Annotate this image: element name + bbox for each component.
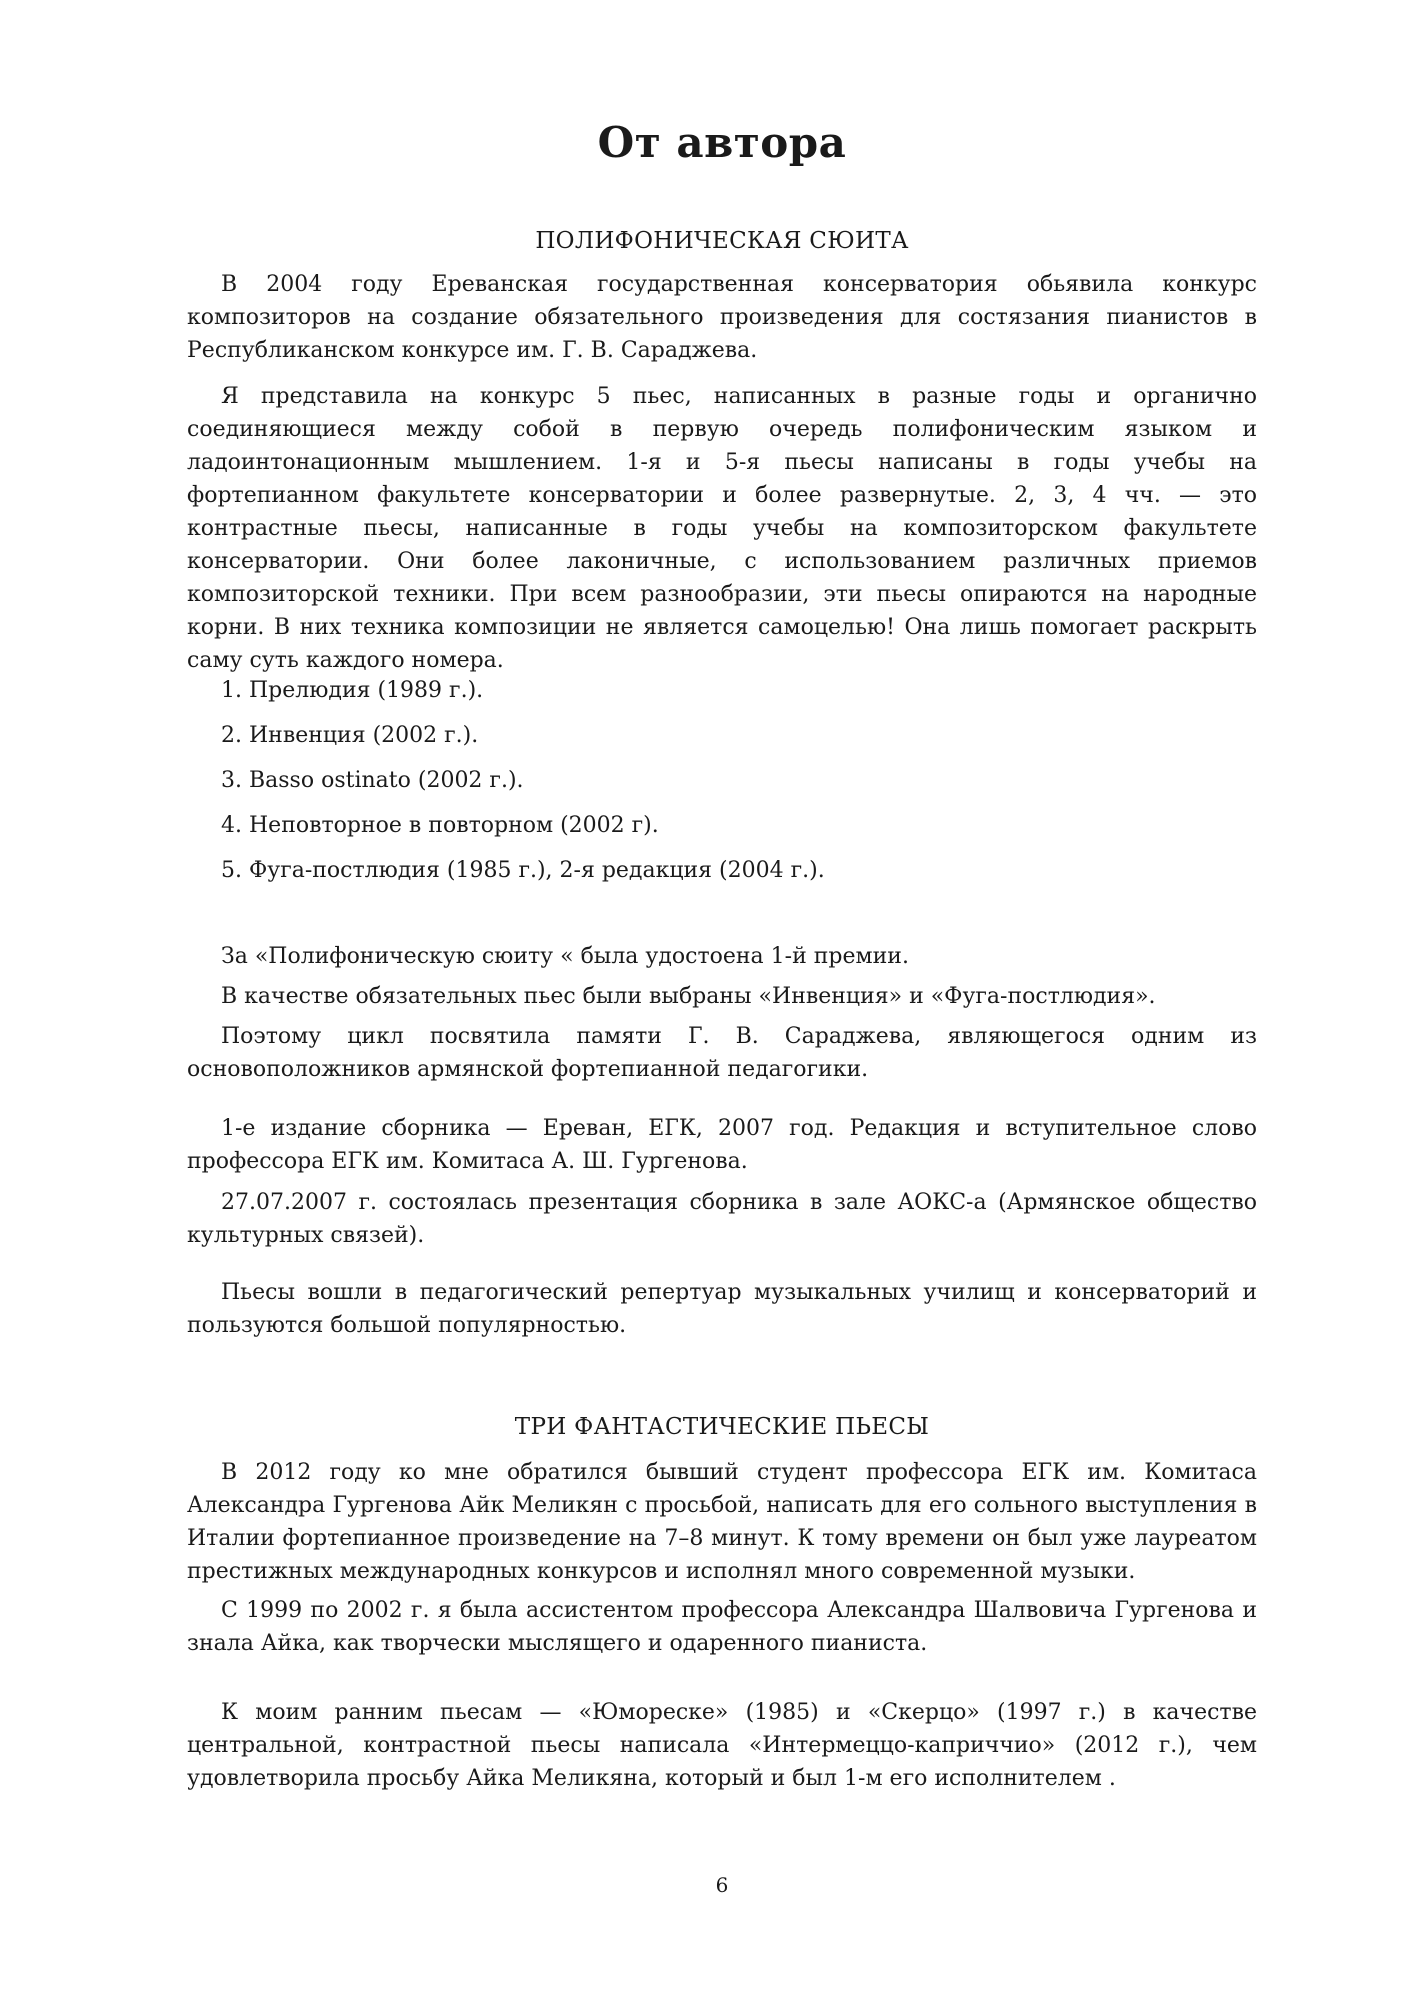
paragraph	[187, 380, 1257, 677]
paragraph-text: Пьесы вошли в педагогический репертуар музыкальных училищ и консерваторий и пользуются большой популярностью.	[187, 1280, 1257, 1338]
section-polyphonic-suite	[187, 228, 1257, 254]
page-number: 6	[715, 1873, 729, 1897]
paragraph-text: Я представила на конкурс 5 пьес, написанных в разные годы и органично соединяющиеся между собой в первую очередь полифоническим языком и ладоинтонационным мышлением. 1-я и 5-я пьесы написаны в годы учебы на фортепианном факультете консерватории и более развернутые. 2, 3, 4 чч. — это контрастные пьесы, написанные в годы учебы на композиторском факультете консерватории. Они более лаконичные, с использованием различных приемов композиторской техники. При всем разнообразии, эти пьесы опираются на народные корни. В них техника композиции не является самоцелью! Она лишь помогает раскрыть саму суть каждого номера.	[187, 384, 1257, 673]
paragraph	[187, 940, 1257, 973]
paragraph	[187, 1696, 1257, 1795]
paragraph	[187, 1020, 1257, 1086]
list-item: 5. Фуга-постлюдия (1985 г.), 2-я редакция (2004 г.).	[221, 858, 825, 883]
paragraph	[187, 1456, 1257, 1588]
paragraph-text: За «Полифоническую сюиту « была удостоена 1-й премии.	[221, 944, 909, 969]
paragraph-text: С 1999 по 2002 г. я была ассистентом профессора Александра Шалвовича Гургенова и знала Айка, как творчески мыслящего и одаренного пианиста.	[187, 1598, 1257, 1656]
paragraph	[187, 1276, 1257, 1342]
paragraph-text: В 2012 году ко мне обратился бывший студент профессора ЕГК им. Комитаса Александра Гургенова Айк Меликян с просьбой, написать для его сольного выступления в Италии фортепианное произведение на 7–8 минут. К тому времени он был уже лауреатом престижных международных конкурсов и исполнял много современной музыки.	[187, 1460, 1257, 1584]
list-item: 4. Неповторное в повторном (2002 г).	[221, 813, 659, 838]
paragraph	[187, 980, 1257, 1013]
pieces-list	[221, 674, 1257, 887]
paragraph	[187, 1186, 1257, 1252]
paragraph-text: В качестве обязательных пьес были выбраны «Инвенция» и «Фуга-постлюдия».	[221, 984, 1156, 1009]
section-heading: ПОЛИФОНИЧЕСКАЯ СЮИТА	[535, 228, 909, 254]
paragraph-text: Поэтому цикл посвятила памяти Г. В. Сараджева, являющегося одним из основоположников армянской фортепианной педагогики.	[187, 1024, 1257, 1082]
section-heading: ТРИ ФАНТАСТИЧЕСКИЕ ПЬЕСЫ	[514, 1414, 930, 1440]
paragraph-text: В 2004 году Ереванская государственная консерватория обьявила конкурс композиторов на создание обязательного произведения для состязания пианистов в Республиканском конкурсе им. Г. В. Сараджева.	[187, 272, 1257, 363]
paragraph-text: 27.07.2007 г. состоялась презентация сборника в зале АОКС-а (Армянское общество культурных связей).	[187, 1190, 1257, 1248]
list-item: 2. Инвенция (2002 г.).	[221, 723, 479, 748]
paragraph	[187, 1594, 1257, 1660]
list-item: 3. Basso ostinato (2002 г.).	[221, 768, 524, 793]
paragraph	[187, 1112, 1257, 1178]
page-title: От автора	[597, 118, 847, 167]
list-item: 1. Прелюдия (1989 г.).	[221, 678, 484, 703]
section-three-fantastic-pieces	[187, 1414, 1257, 1440]
paragraph-text: К моим ранним пьесам — «Юмореске» (1985) и «Скерцо» (1997 г.) в качестве центральной, контрастной пьесы написала «Интермеццо-каприччио» (2012 г.), чем удовлетворила просьбу Айка Меликяна, который и был 1-м его исполнителем .	[187, 1700, 1257, 1791]
paragraph-text: 1-е издание сборника — Ереван, ЕГК, 2007 год. Редакция и вступительное слово профессора ЕГК им. Комитаса А. Ш. Гургенова.	[187, 1116, 1257, 1174]
paragraph	[187, 268, 1257, 367]
